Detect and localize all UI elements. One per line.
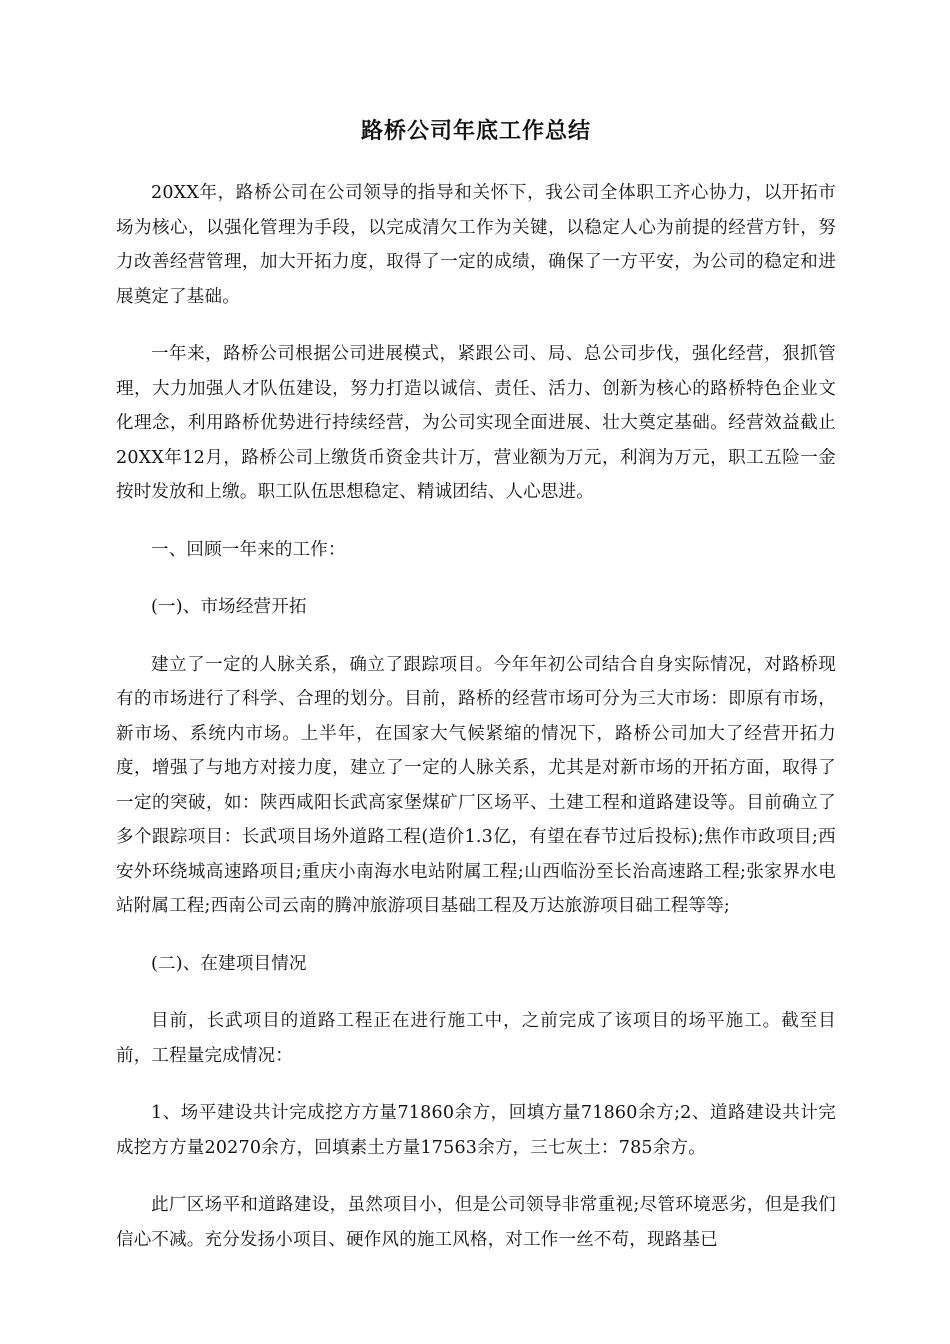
paragraph-construction: 此厂区场平和道路建设，虽然项目小，但是公司领导非常重视;尽管环境恶劣，但是我们信心不减。充分发扬小项目、硬作风的施工风格，对工作一丝不苟，现路基已 [116, 1195, 836, 1250]
paragraph-projects: 目前，长武项目的道路工程正在进行施工中，之前完成了该项目的场平施工。截至目前，工程量完成情况： [116, 1011, 836, 1066]
paragraph-market: 建立了一定的人脉关系，确立了跟踪项目。今年年初公司结合自身实际情况，对路桥现有的市场进行了科学、合理的划分。目前，路桥的经营市场可分为三大市场：即原有市场，新市场、系统内市场。上半年，在国家大气候紧缩的情况下，路桥公司加大了经营开拓力度，增强了与地方对接力度，建立了一定的人脉关系，尤其是对新市场的开拓方面，取得了一定的突破，如：陕西咸阳长武高家堡煤矿厂区场平、土建工程和道路建设等。目前确立了多个跟踪项目：长武项目场外道路工程(造价1.3亿，有望在春节过后投标);焦作市政项目;西安外环绕城高速路项目;重庆小南海水电站附属工程;山西临汾至长治高速路工程;张家界水电站附属工程;西南公司云南的腾冲旅游项目基础工程及万达旅游项目础工程等等; [116, 654, 836, 916]
document-body [116, 112, 836, 1280]
subsection-heading-market: (一)、市场经营开拓 [151, 597, 307, 617]
paragraph-quantities: 1、场平建设共计完成挖方方量71860余方，回填方量71860余方;2、道路建设共计完成挖方方量20270余方，回填素土方量17563余方，三七灰土：785余方。 [116, 1103, 836, 1158]
paragraph-intro: 20XX年，路桥公司在公司领导的指导和关怀下，我公司全体职工齐心协力，以开拓市场为核心，以强化管理为手段，以完成清欠工作为关键，以稳定人心为前提的经营方针，努力改善经营管理，加大开拓力度，取得了一定的成绩，确保了一方平安，为公司的稳定和进展奠定了基础。 [116, 183, 836, 307]
paragraph-overview: 一年来，路桥公司根据公司进展模式，紧跟公司、局、总公司步伐，强化经营，狠抓管理，大力加强人才队伍建设，努力打造以诚信、责任、活力、创新为核心的路桥特色企业文化理念，利用路桥优势进行持续经营，为公司实现全面进展、壮大奠定基础。经营效益截止20XX年12月，路桥公司上缴货币资金共计万，营业额为万元，利润为万元，职工五险一金按时发放和上缴。职工队伍思想稳定、精诚团结、人心思进。 [116, 344, 836, 502]
subsection-heading-projects: (二)、在建项目情况 [151, 953, 307, 974]
section-heading-review: 一、回顾一年来的工作： [151, 539, 346, 560]
document-title: 路桥公司年底工作总结 [360, 119, 591, 144]
